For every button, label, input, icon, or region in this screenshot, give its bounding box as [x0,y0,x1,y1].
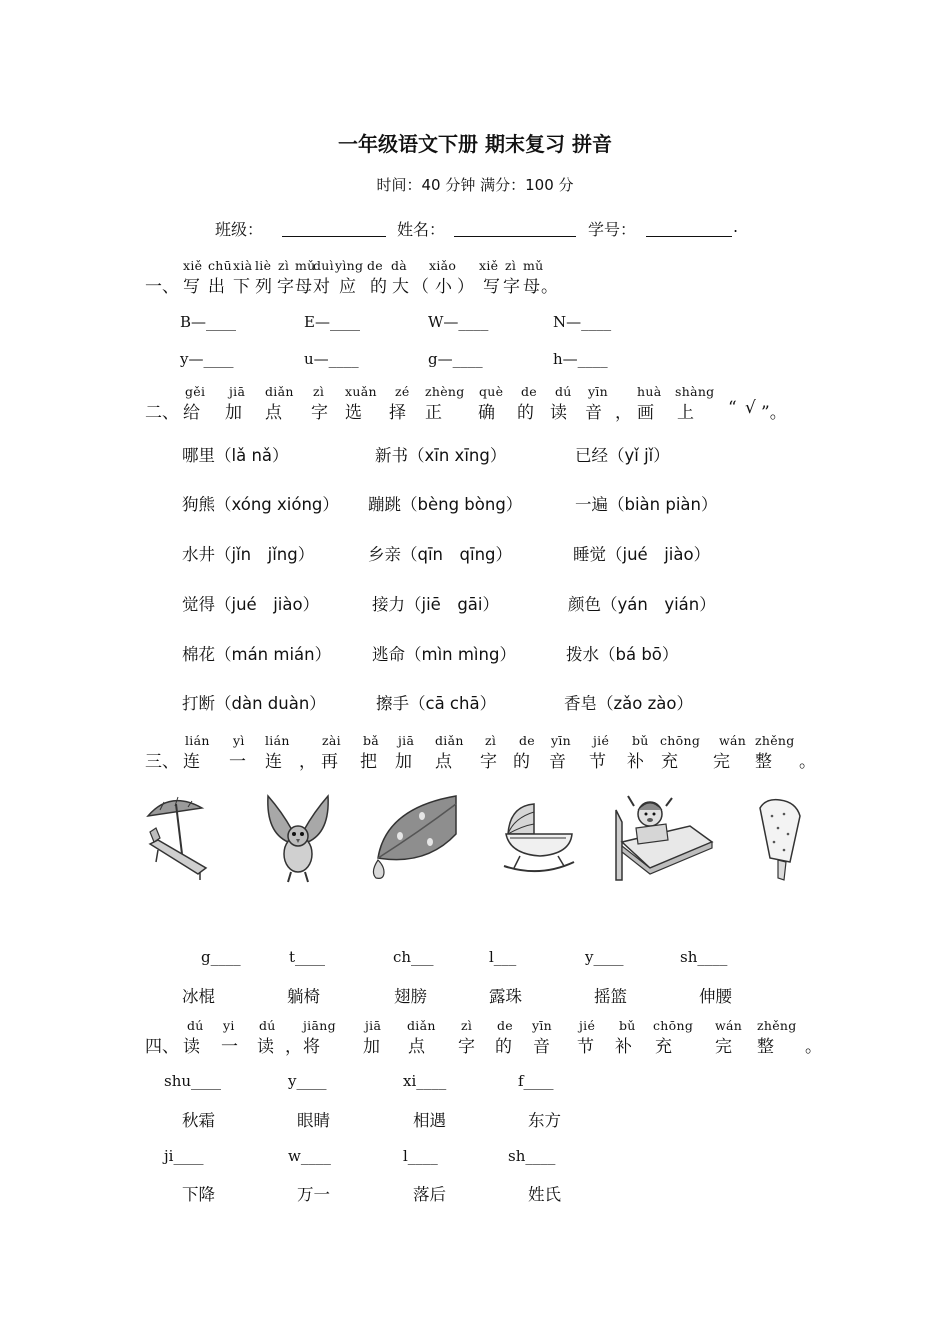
hanzi: 完 [715,1037,732,1057]
id-field[interactable] [646,218,732,237]
beach-chair-umbrella-icon [140,792,220,884]
pinyin: de [519,733,535,748]
match-word[interactable]: 翅膀 [394,987,427,1006]
section-number: 四、 [145,1037,179,1057]
section-4-heading [145,1018,845,1058]
pinyin: jiā [365,1018,382,1033]
hanzi: 的 [495,1037,512,1057]
hanzi: 完 [713,752,730,772]
hanzi: 充 [661,752,678,772]
pinyin: xiě [479,258,499,273]
pinyin: zì [313,384,325,399]
syllable-blank[interactable]: shu____ [164,1072,222,1090]
hanzi: 字 [311,403,328,423]
pinyin-choice-item[interactable]: 香皂（zǎo zào） [564,694,693,713]
class-label: 班级： [215,220,264,239]
hanzi: 读 [550,403,567,423]
syllable-blank[interactable]: w____ [288,1147,331,1165]
pinyin-choice-item[interactable]: 觉得（jué jiào） [182,595,320,614]
letter-blank[interactable]: B—____ [180,313,237,331]
hanzi: 。 [541,277,558,297]
match-word[interactable]: 伸腰 [699,987,732,1006]
hanzi: 点 [408,1037,425,1057]
pinyin: bǔ [619,1018,636,1033]
letter-blank[interactable]: y—____ [180,350,234,368]
letter-blank[interactable]: N—____ [553,313,612,331]
syllable-blank[interactable]: xi____ [403,1072,447,1090]
pinyin-choice-item[interactable]: 新书（xīn xīng） [375,446,507,465]
baby-cradle-icon [500,800,578,876]
letter-blank[interactable]: E—____ [304,313,360,331]
owl-bird-icon [258,792,338,887]
hanzi: 读 [257,1037,274,1057]
pinyin: bǔ [632,733,649,748]
hanzi: 字 [503,277,520,297]
pinyin-choice-item[interactable]: 接力（jiē gāi） [372,595,499,614]
match-word[interactable]: 摇篮 [594,987,627,1006]
pinyin: zhěng [755,733,795,748]
pinyin-choice-item[interactable]: 一遍（biàn piàn） [575,495,718,514]
hanzi: 字 [277,277,294,297]
class-field[interactable] [282,218,386,237]
syllable-blank[interactable]: l____ [403,1147,438,1165]
read-word: 相遇 [413,1111,446,1130]
section-1-heading [145,258,845,298]
match-word[interactable]: 躺椅 [287,987,320,1006]
pinyin: mǔ [523,258,544,273]
hanzi: 母 [523,277,540,297]
hanzi: 应 [339,277,356,297]
section-3-heading [145,733,845,773]
pinyin: zì [505,258,517,273]
pinyin: xià [233,258,253,273]
hanzi: 一 [229,752,246,772]
syllable-blank[interactable]: y____ [585,948,624,966]
hanzi: 的 [370,277,387,297]
hanzi: 母 [295,277,312,297]
pinyin: zì [461,1018,473,1033]
pinyin: dà [391,258,408,273]
section-2-heading [145,384,845,424]
hanzi: 的 [517,403,534,423]
pinyin: què [479,384,504,399]
pinyin-choice-item[interactable]: 拨水（bá bō） [566,645,679,664]
pinyin: chōng [653,1018,694,1033]
hanzi: 对 [313,277,330,297]
id-label: 学号： [588,220,637,239]
hanzi: 写 [183,277,200,297]
hanzi: 加 [363,1037,380,1057]
hanzi: 给 [183,403,200,423]
hanzi: 音 [533,1037,550,1057]
pinyin-choice-item[interactable]: 睡觉（jué jiào） [573,545,711,564]
pinyin: liè [255,258,272,273]
hanzi: 将 [303,1037,320,1057]
hanzi: 把 [360,752,377,772]
hanzi: 大 [392,277,409,297]
pinyin: zé [395,384,410,399]
pinyin: diǎn [265,384,294,399]
pinyin-choice-item[interactable]: 狗熊（xóng xióng） [182,495,339,514]
pinyin-choice-item[interactable]: 逃命（mìn mìng） [372,645,516,664]
pinyin-choice-item[interactable]: 乡亲（qīn qīng） [368,545,513,564]
hanzi: 节 [577,1037,594,1057]
letter-blank[interactable]: u—____ [304,350,359,368]
read-word: 秋霜 [182,1111,215,1130]
pinyin-choice-item[interactable]: 打断（dàn duàn） [182,694,326,713]
hanzi: 补 [615,1037,632,1057]
syllable-blank[interactable]: ji____ [164,1147,204,1165]
pinyin: yì [233,733,245,748]
hanzi: 音 [585,403,602,423]
pinyin: zhěng [757,1018,797,1033]
hanzi: 连 [265,752,282,772]
hanzi: 择 [389,403,406,423]
leaf-dew-icon [366,794,460,884]
hanzi: ， [285,1037,302,1057]
hanzi: 字 [480,752,497,772]
read-word: 东方 [528,1111,561,1130]
page-title: 一年级语文下册 期末复习 拼音 [338,132,612,156]
hanzi: 列 [255,277,272,297]
name-label: 姓名： [397,220,446,239]
info-end: . [733,217,739,236]
section-number: 三、 [145,752,179,772]
read-word: 落后 [413,1185,446,1204]
pinyin: de [367,258,383,273]
letter-blank[interactable]: g—____ [428,350,483,368]
pinyin-choice-item[interactable]: 棉花（mán mián） [182,645,332,664]
pinyin: chū [208,258,233,273]
read-word: 姓氏 [528,1185,561,1204]
pinyin: zài [322,733,341,748]
hanzi: 连 [183,752,200,772]
hanzi: 选 [345,403,362,423]
pinyin-choice-item[interactable]: 擦手（cā chā） [376,694,497,713]
pinyin: jiā [229,384,246,399]
read-word: 下降 [182,1185,215,1204]
hanzi: ， [299,752,316,772]
child-in-bed-icon [610,792,716,884]
hanzi: 加 [395,752,412,772]
pinyin: wán [719,733,747,748]
letter-blank[interactable]: W—____ [428,313,489,331]
syllable-blank[interactable]: ch___ [393,948,434,966]
pinyin: wán [715,1018,743,1033]
hanzi: 充 [655,1037,672,1057]
pinyin: yīn [551,733,572,748]
hanzi: 音 [549,752,566,772]
pinyin-choice-item[interactable]: 已经（yǐ jǐ） [575,446,670,465]
popsicle-icon [752,796,812,886]
match-word[interactable]: 冰棍 [182,987,215,1006]
pinyin: xiǎo [429,258,457,273]
pinyin: shàng [675,384,715,399]
pinyin: diǎn [407,1018,436,1033]
hanzi: 画 [637,403,654,423]
pinyin: dú [259,1018,276,1033]
syllable-blank[interactable]: y____ [288,1072,327,1090]
hanzi: 再 [321,752,338,772]
pinyin: yīn [532,1018,553,1033]
pinyin: jiā [398,733,415,748]
read-word: 万一 [297,1185,330,1204]
pinyin: zì [485,733,497,748]
hanzi: 出 [208,277,225,297]
pinyin: yìng [335,258,364,273]
hanzi: ） [457,277,474,297]
hanzi: 字 [458,1037,475,1057]
syllable-blank[interactable]: t____ [289,948,326,966]
hanzi: 整 [755,752,772,772]
hanzi: 点 [265,403,282,423]
hanzi: 确 [478,403,495,423]
syllable-blank[interactable]: f____ [518,1072,554,1090]
hanzi: 点 [435,752,452,772]
pinyin: jiāng [303,1018,336,1033]
pinyin: mǔ [295,258,316,273]
hanzi: 加 [225,403,242,423]
hanzi: ， [615,403,632,423]
pinyin: lián [265,733,290,748]
hanzi: 下 [233,277,250,297]
syllable-blank[interactable]: g____ [201,948,241,966]
pinyin: yi [223,1018,235,1033]
pinyin: lián [185,733,210,748]
pinyin: xiě [183,258,203,273]
pinyin: diǎn [435,733,464,748]
hanzi: 。 [805,1037,822,1057]
pinyin: zhèng [425,384,465,399]
pinyin: dú [555,384,572,399]
hanzi: 节 [589,752,606,772]
hanzi: √ [745,398,756,418]
hanzi: 整 [757,1037,774,1057]
hanzi: 的 [513,752,530,772]
pinyin: xuǎn [345,384,377,399]
hanzi: 补 [627,752,644,772]
match-word[interactable]: 露珠 [489,987,522,1006]
pinyin: dú [187,1018,204,1033]
page-subtitle: 时间：40 分钟 满分：100 分 [376,176,574,194]
hanzi: （ [412,277,429,297]
pinyin: yīn [588,384,609,399]
hanzi: 小 [435,277,452,297]
section-number: 二、 [145,403,179,423]
pinyin: zì [278,258,290,273]
hanzi: 一 [221,1037,238,1057]
pinyin: huà [637,384,662,399]
pinyin-choice-item[interactable]: 颜色（yán yián） [568,595,716,614]
read-word: 眼睛 [297,1111,330,1130]
hanzi: 写 [483,277,500,297]
pinyin: de [497,1018,513,1033]
hanzi: 正 [425,403,442,423]
pinyin: de [521,384,537,399]
pinyin-choice-item[interactable]: 水井（jǐn jǐng） [182,545,315,564]
name-field[interactable] [454,218,576,237]
section-number: 一、 [145,277,179,297]
pinyin-choice-item[interactable]: 蹦跳（bèng bòng） [368,495,523,514]
pinyin: bǎ [363,733,380,748]
pinyin: jié [593,733,610,748]
syllable-blank[interactable]: l___ [489,948,517,966]
hanzi: 读 [183,1037,200,1057]
pinyin: gěi [185,384,206,399]
pinyin: duì [313,258,334,273]
syllable-blank[interactable]: sh____ [508,1147,556,1165]
pinyin-choice-item[interactable]: 哪里（lǎ nǎ） [182,446,289,465]
hanzi: “ [728,398,737,418]
hanzi: ”。 [761,403,787,423]
pinyin: jié [579,1018,596,1033]
pinyin: chōng [660,733,701,748]
letter-blank[interactable]: h—____ [553,350,608,368]
hanzi: 。 [799,752,816,772]
hanzi: 上 [677,403,694,423]
syllable-blank[interactable]: sh____ [680,948,728,966]
